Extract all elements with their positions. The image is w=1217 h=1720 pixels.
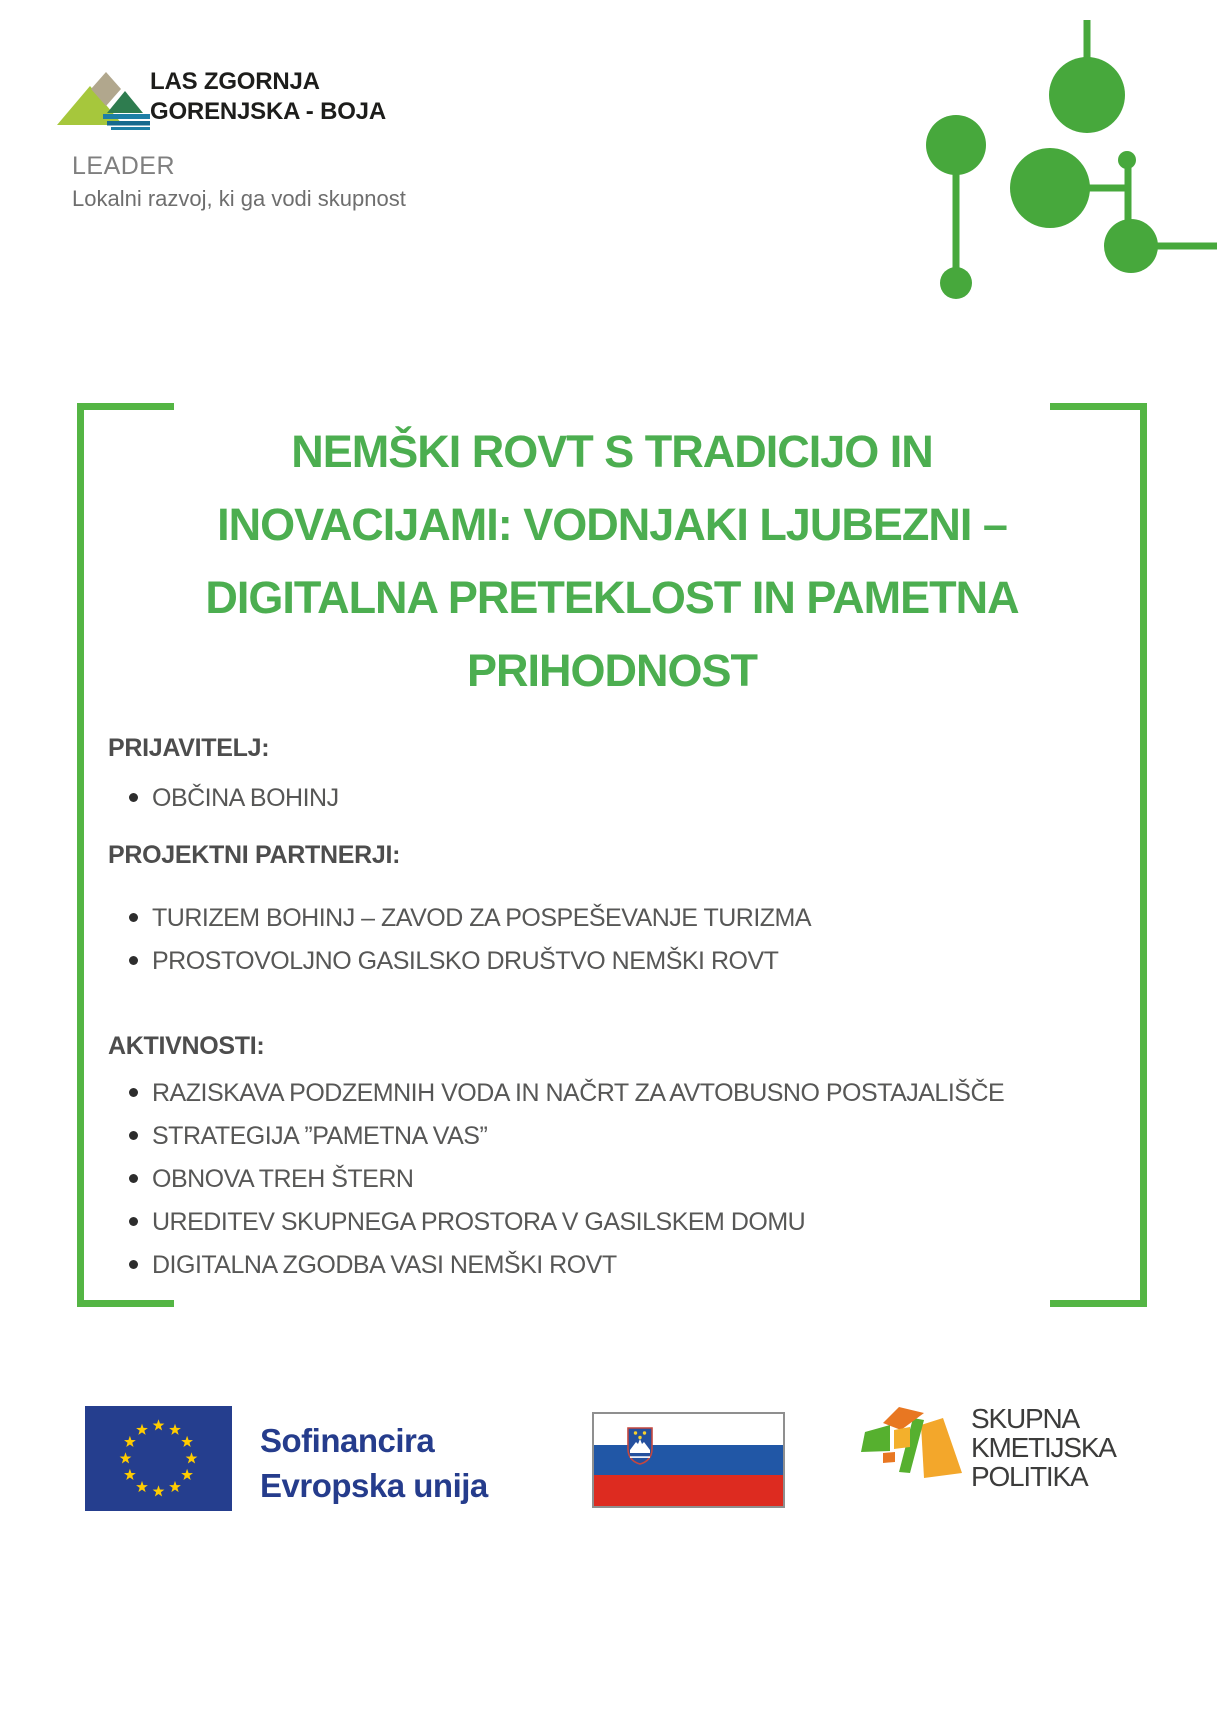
section-heading-aktivnosti: AKTIVNOSTI: (108, 1032, 265, 1060)
bullet-dot (129, 1260, 138, 1269)
list-item (108, 783, 1140, 813)
partnerji-list (84, 903, 1140, 976)
leader-program-label: LEADER (72, 152, 176, 180)
bullet-dot (129, 913, 138, 922)
project-title-line: NEMŠKI ROVT S TRADICIJO IN (291, 426, 933, 477)
project-title-line: INOVACIJAMI: VODNJAKI LJUBEZNI – (217, 499, 1007, 550)
eu-cofunding-line-1: Sofinancira (260, 1422, 435, 1459)
list-item-text: RAZISKAVA PODZEMNIH VODA IN NAČRT ZA AVTOBUSNO POSTAJALIŠČE (152, 1079, 1005, 1107)
eu-cofunding-line-2: Evropska unija (260, 1467, 488, 1504)
list-item (108, 1207, 1140, 1237)
slovenia-flag-red-stripe (594, 1475, 783, 1506)
list-item-text: DIGITALNA ZGODBA VASI NEMŠKI ROVT (152, 1251, 617, 1279)
skp-wordmark (971, 1404, 1116, 1491)
bullet-dot (129, 1217, 138, 1226)
bullet-dot (129, 1174, 138, 1183)
section-heading-prijavitelj: PRIJAVITELJ: (108, 734, 270, 762)
list-item-text: OBNOVA TREH ŠTERN (152, 1165, 414, 1193)
list-item (108, 1164, 1140, 1194)
las-gorenjska-logo-icon (57, 70, 162, 130)
frame-corner-bottom-right (1050, 1300, 1147, 1307)
project-title (84, 415, 1140, 707)
list-item (108, 1078, 1140, 1108)
frame-corner-bottom-left (77, 1300, 174, 1307)
skp-fields-logo-icon (861, 1405, 963, 1483)
content-frame (77, 403, 1147, 1307)
list-item-text: PROSTOVOLJNO GASILSKO DRUŠTVO NEMŠKI ROVT (152, 947, 779, 975)
bullet-dot (129, 793, 138, 802)
network-dots-graphic-icon (840, 0, 1217, 300)
slovenia-flag-blue-stripe (594, 1445, 783, 1476)
list-item (108, 903, 1140, 933)
skp-line-1: SKUPNA (971, 1403, 1079, 1434)
project-title-line: DIGITALNA PRETEKLOST IN PAMETNA (205, 572, 1019, 623)
list-item-text: UREDITEV SKUPNEGA PROSTORA V GASILSKEM DOMU (152, 1208, 806, 1236)
brand-wordmark (150, 67, 386, 127)
skp-line-2: KMETIJSKA (971, 1432, 1116, 1463)
project-title-line: PRIHODNOST (466, 645, 757, 696)
slovenia-flag-white-stripe (594, 1414, 783, 1445)
slovenia-flag-icon (592, 1412, 785, 1508)
list-item-text: OBČINA BOHINJ (152, 784, 339, 812)
list-item (108, 1121, 1140, 1151)
brand-line-1: LAS ZGORNJA (150, 68, 320, 95)
bullet-dot (129, 1131, 138, 1140)
bullet-dot (129, 956, 138, 965)
list-item (108, 946, 1140, 976)
list-item-text: STRATEGIJA ”PAMETNA VAS” (152, 1122, 488, 1150)
eu-flag-icon (85, 1406, 232, 1511)
leader-tagline: Lokalni razvoj, ki ga vodi skupnost (72, 186, 406, 211)
frame-corner-top-right (1050, 403, 1147, 410)
section-heading-partnerji: PROJEKTNI PARTNERJI: (108, 841, 401, 869)
eu-cofunding-label (260, 1418, 488, 1508)
brand-line-2: GORENJSKA - BOJA (150, 98, 386, 125)
bullet-dot (129, 1088, 138, 1097)
prijavitelj-list (84, 783, 1140, 813)
list-item (108, 1250, 1140, 1280)
frame-corner-top-left (77, 403, 174, 410)
aktivnosti-list (84, 1078, 1140, 1280)
slovenia-coat-of-arms-icon (626, 1427, 654, 1465)
skp-line-3: POLITIKA (971, 1461, 1088, 1492)
list-item-text: TURIZEM BOHINJ – ZAVOD ZA POSPEŠEVANJE TURIZMA (152, 904, 812, 932)
